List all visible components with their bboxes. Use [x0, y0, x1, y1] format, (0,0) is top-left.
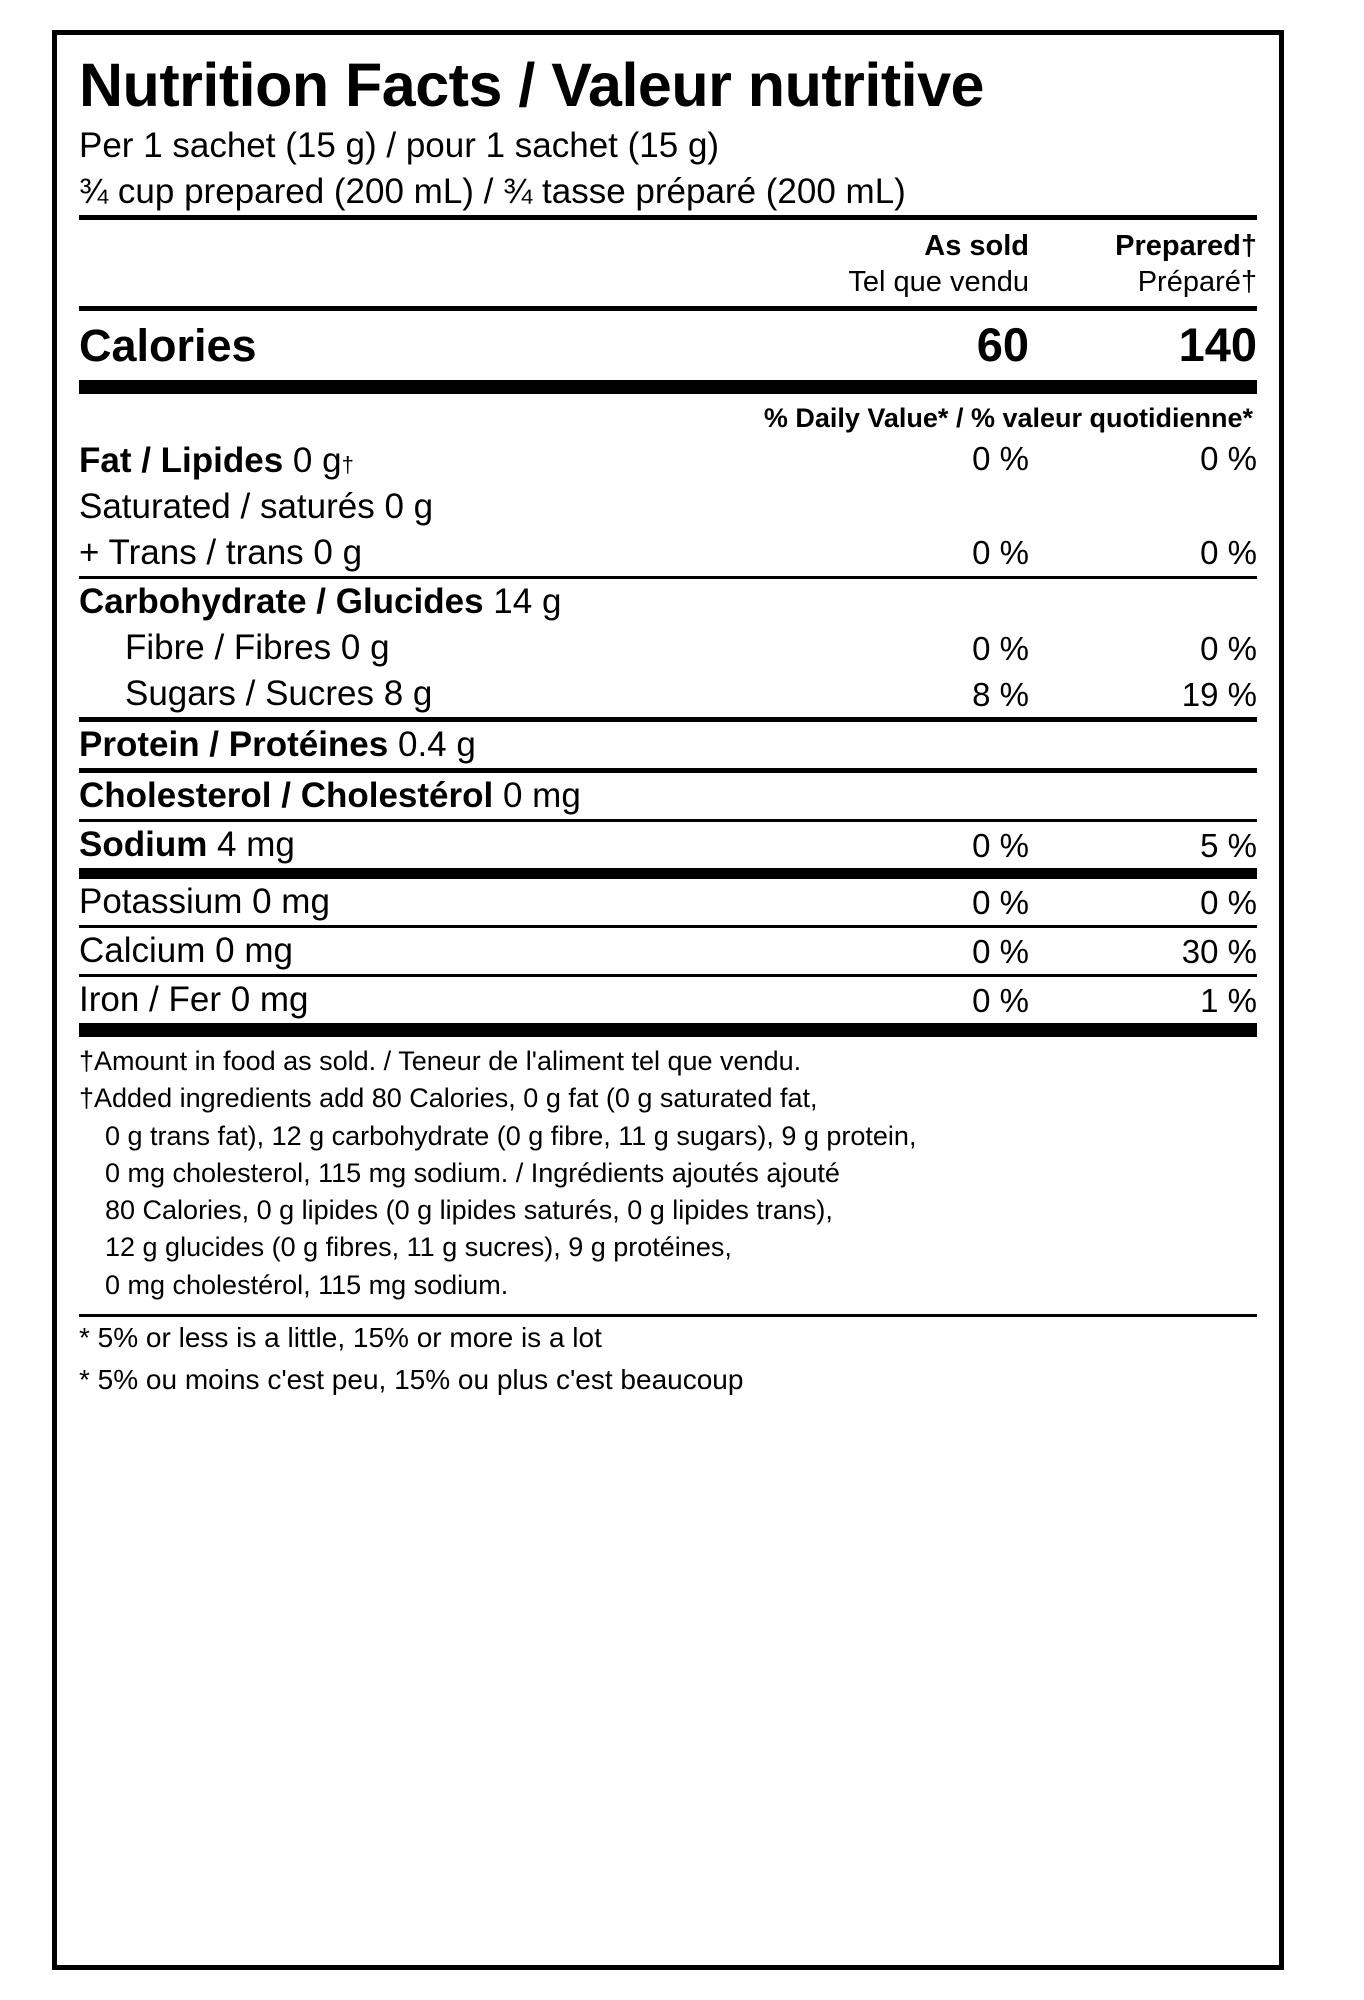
- sugars-row: [79, 671, 1257, 717]
- saturated-fat-label: Saturated / saturés 0 g: [79, 487, 434, 527]
- sugars-label: Sugars / Sucres 8 g: [125, 674, 433, 714]
- footnote-dagger-2-line-5: 12 g glucides (0 g fibres, 11 g sucres), 9 g protéines,: [105, 1232, 732, 1263]
- calories-label: Calories: [79, 320, 257, 372]
- sugars-prepared: 19 %: [1181, 676, 1257, 714]
- fibre-as-sold: 0 %: [972, 630, 1029, 668]
- fibre-prepared: 0 %: [1200, 630, 1257, 668]
- fat-as-sold: 0 %: [972, 440, 1029, 478]
- footnote-dagger-2-line-4: 80 Calories, 0 g lipides (0 g lipides saturés, 0 g lipides trans),: [105, 1195, 833, 1226]
- sugars-as-sold: 8 %: [972, 676, 1029, 714]
- daily-value-header: % Daily Value* / % valeur quotidienne*: [763, 403, 1253, 434]
- fat-block: [79, 438, 1257, 576]
- footnote-dagger-2-line-2: 0 g trans fat), 12 g carbohydrate (0 g fibre, 11 g sugars), 9 g protein,: [105, 1120, 917, 1151]
- cholesterol-label: Cholesterol / Cholestérol 0 mg: [79, 776, 581, 816]
- calcium-label: Calcium 0 mg: [79, 931, 293, 971]
- sodium-label: Sodium 4 mg: [79, 825, 295, 865]
- star-footnotes: [79, 1317, 1257, 1401]
- protein-row: [79, 722, 1257, 768]
- potassium-as-sold: 0 %: [972, 884, 1029, 922]
- column-header-as-sold: [832, 229, 1047, 300]
- divider-above-footnotes: [79, 1023, 1257, 1037]
- page-title: Nutrition Facts / Valeur nutritive: [79, 51, 984, 119]
- fat-label: Fat / Lipides 0 g†: [79, 441, 354, 481]
- footnote-dagger-1: †Amount in food as sold. / Teneur de l'aliment tel que vendu.: [79, 1046, 802, 1077]
- satfat-as-sold: 0 %: [972, 534, 1029, 572]
- prepared-en: Prepared†: [1115, 230, 1257, 263]
- calcium-row: [79, 928, 1257, 974]
- calcium-as-sold: 0 %: [972, 933, 1029, 971]
- trans-fat-label: + Trans / trans 0 g: [79, 533, 363, 573]
- footnote-dagger-2-line-3: 0 mg cholesterol, 115 mg sodium. / Ingrédients ajoutés ajouté: [105, 1157, 840, 1188]
- calories-row: [79, 311, 1257, 380]
- star-footnote-en: * 5% or less is a little, 15% or more is a lot: [79, 1321, 602, 1353]
- divider-after-sodium: [79, 868, 1257, 879]
- fat-prepared: 0 %: [1200, 440, 1257, 478]
- carbohydrate-label: Carbohydrate / Glucides 14 g: [79, 582, 562, 622]
- nutrition-facts-panel: [52, 30, 1284, 1970]
- sodium-row: [79, 822, 1257, 868]
- divider-below-calories: [79, 380, 1257, 394]
- cholesterol-row: [79, 773, 1257, 819]
- star-footnote-fr: * 5% ou moins c'est peu, 15% ou plus c'est beaucoup: [79, 1363, 744, 1395]
- as-sold-fr: Tel que vendu: [848, 265, 1029, 298]
- satfat-percent-row: [832, 534, 1257, 572]
- sodium-prepared: 5 %: [1200, 827, 1257, 865]
- column-header-row: [79, 220, 1257, 306]
- iron-label: Iron / Fer 0 mg: [79, 980, 309, 1020]
- iron-prepared: 1 %: [1200, 982, 1257, 1020]
- satfat-prepared: 0 %: [1200, 534, 1257, 572]
- column-header-prepared: [1047, 229, 1257, 300]
- fat-percent-row: [832, 440, 1257, 478]
- sodium-as-sold: 0 %: [972, 827, 1029, 865]
- calories-as-sold: 60: [976, 318, 1029, 372]
- footnote-dagger-2-line-6: 0 mg cholestérol, 115 mg sodium.: [105, 1269, 509, 1300]
- potassium-label: Potassium 0 mg: [79, 882, 330, 922]
- fat-percentages: [832, 438, 1257, 576]
- potassium-row: [79, 879, 1257, 925]
- fibre-row: [79, 625, 1257, 671]
- carbohydrate-row: [79, 579, 1257, 625]
- calcium-prepared: 30 %: [1181, 933, 1257, 971]
- footnote-dagger-2-line-1: †Added ingredients add 80 Calories, 0 g fat (0 g saturated fat,: [79, 1083, 818, 1114]
- serving-size-line-1: Per 1 sachet (15 g) / pour 1 sachet (15 g): [79, 126, 720, 166]
- prepared-fr: Préparé†: [1137, 265, 1257, 298]
- footnotes: [79, 1037, 1257, 1304]
- fat-labels: [79, 438, 832, 576]
- fibre-label: Fibre / Fibres 0 g: [125, 628, 390, 668]
- iron-row: [79, 977, 1257, 1023]
- protein-label: Protein / Protéines 0.4 g: [79, 725, 476, 765]
- iron-as-sold: 0 %: [972, 982, 1029, 1020]
- calories-prepared: 140: [1178, 318, 1257, 372]
- serving-size-line-2: ¾ cup prepared (200 mL) / ¾ tasse préparé (200 mL): [79, 172, 906, 212]
- potassium-prepared: 0 %: [1200, 884, 1257, 922]
- as-sold-en: As sold: [924, 230, 1029, 263]
